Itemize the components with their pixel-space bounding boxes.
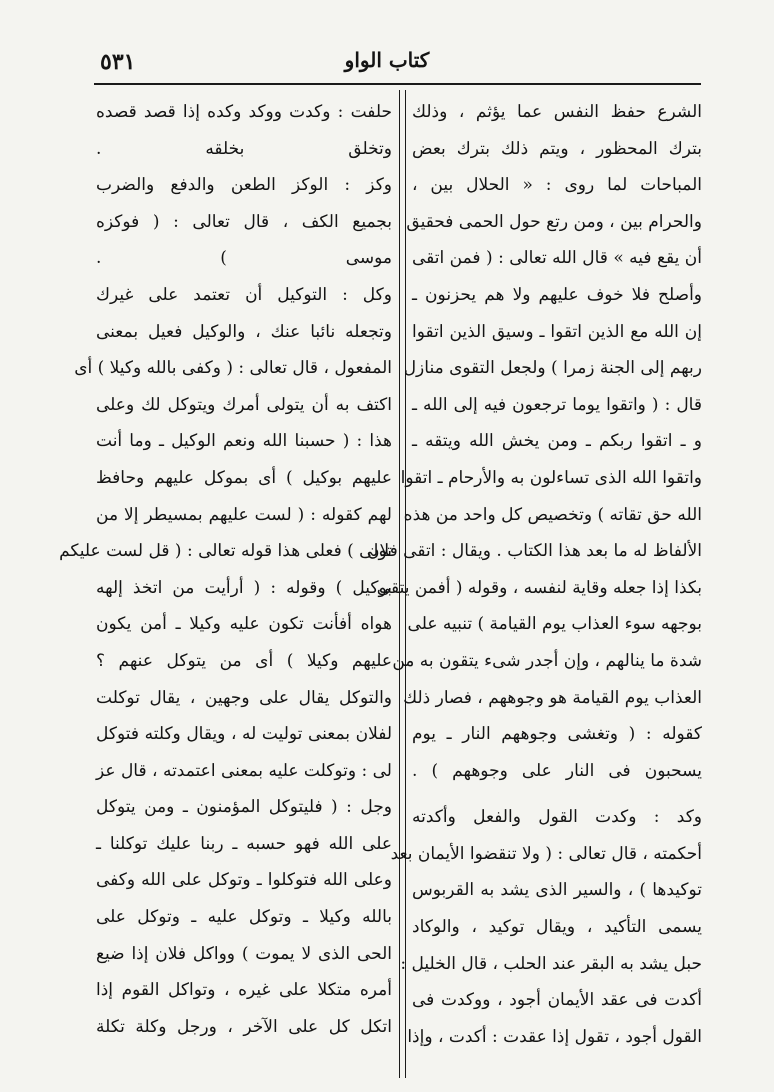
text-line: اتكل كل على الآخر ، ورجل وكلة تكلة — [96, 1016, 392, 1037]
text-line: إن الله مع الذين اتقوا ـ وسيق الذين اتقوا — [412, 321, 702, 342]
text-line: أن يقع فيه » قال الله تعالى : ( فمن اتقى — [412, 248, 702, 269]
text-line: يسحبون فى النار على وجوههم ) . — [412, 760, 702, 781]
text-line: أمره متكلا على غيره ، وتواكل القوم إذا — [96, 980, 392, 1001]
text-line: موسى ) . — [96, 248, 392, 269]
text-line: لفلان بمعنى توليت له ، ويقال وكلته فتوكل — [96, 724, 392, 745]
text-line: شدة ما ينالهم ، وإن أجدر شىء يتقون به من — [392, 650, 702, 671]
text-line: بجميع الكف ، قال تعالى : ( فوكزه — [96, 211, 392, 232]
text-line: المباحات لما روى : « الحلال بين ، — [412, 175, 702, 196]
text-line: أكدت فى عقد الأيمان أجود ، ووكدت فى — [412, 990, 702, 1011]
text-line: الحى الذى لا يموت ) وواكل فلان إذا ضيع — [96, 943, 392, 964]
text-line: عليهم وكيلا ) أى من يتوكل عنهم ؟ — [96, 650, 392, 671]
text-line: اكتف به أن يتولى أمرك ويتوكل لك وعلى — [96, 394, 392, 415]
text-line: القول أجود ، تقول إذا عقدت : أكدت ، وإذا — [407, 1026, 702, 1047]
text-line: كقوله : ( وتغشى وجوههم النار ـ يوم — [412, 724, 702, 745]
text-line: وجل : ( فليتوكل المؤمنون ـ ومن يتوكل — [96, 797, 392, 818]
text-line: الله حق تقاته ) وتخصيص كل واحد من هذه — [403, 504, 702, 525]
text-line: حبل يشد به البقر عند الحلب ، قال الخليل : — [400, 953, 702, 974]
text-line: لى : وتوكلت عليه بمعنى اعتمدته ، قال عز — [96, 760, 392, 781]
text-line: توكيدها ) ، والسير الذى يشد به القربوس — [412, 880, 702, 901]
chapter-title: كتاب الواو — [344, 48, 430, 72]
text-line: الألفاظ له ما بعد هذا الكتاب . ويقال : اتقى فلان — [367, 541, 702, 562]
header-rule — [94, 83, 701, 85]
text-line: الشرع حفظ النفس عما يؤثم ، وذلك — [412, 102, 702, 122]
text-line: قال : ( واتقوا يوما ترجعون فيه إلى الله ـ — [412, 394, 702, 415]
text-line: العذاب يوم القيامة هو وجوههم ، فصار ذلك — [403, 687, 702, 708]
text-line: وتخلق بخلقه . — [96, 138, 392, 159]
text-line: المفعول ، قال تعالى : ( وكفى بالله وكيلا ) أى — [74, 358, 392, 379]
text-line: بالله وكيلا ـ وتوكل عليه ـ وتوكل على — [96, 907, 392, 928]
text-line: والحرام بين ، ومن رتع حول الحمى فحقيق — [406, 211, 702, 232]
left-column — [59, 94, 392, 1074]
page-number: ٥٣١ — [100, 49, 136, 75]
text-line: تولى ) فعلى هذا قوله تعالى : ( قل لست عليكم — [59, 541, 392, 562]
text-line: حلفت : وكدت ووكد وكده إذا قصد قصده — [96, 102, 392, 122]
text-line: بترك المحظور ، ويتم ذلك بترك بعض — [412, 138, 702, 159]
text-line: بكذا إذا جعله وقاية لنفسه ، وقوله ( أفمن يتقى — [376, 577, 702, 598]
right-column — [367, 94, 702, 1074]
text-line: وتجعله نائبا عنك ، والوكيل فعيل بمعنى — [96, 321, 392, 342]
text-line: أحكمته ، قال تعالى : ( ولا تنقضوا الأيمان بعد — [390, 843, 702, 864]
text-line: عليهم بوكيل ) أى بموكل عليهم وحافظ — [96, 467, 392, 488]
text-line: بوجهه سوء العذاب يوم القيامة ) تنبيه على — [407, 614, 702, 635]
text-line: واتقوا الله الذى تساءلون به والأرحام ـ اتقوا — [400, 467, 702, 488]
text-line: هواه أفأنت تكون عليه وكيلا ـ أمن يكون — [96, 614, 392, 635]
text-line: بوكيل ) وقوله : ( أرأيت من اتخذ إلهه — [96, 577, 392, 598]
text-line: لهم كقوله : ( لست عليهم بمسيطر إلا من — [96, 504, 392, 525]
text-line: وأصلح فلا خوف عليهم ولا هم يحزنون ـ — [412, 284, 702, 305]
text-line: وعلى الله فتوكلوا ـ وتوكل على الله وكفى — [96, 870, 392, 891]
text-line: وكز : الوكز الطعن والدفع والضرب — [96, 175, 392, 196]
text-line: و ـ اتقوا ربكم ـ ومن يخش الله ويتقه ـ — [412, 431, 702, 452]
text-line: على الله فهو حسبه ـ ربنا عليك توكلنا ـ — [96, 833, 392, 854]
text-line: هذا : ( حسبنا الله ونعم الوكيل ـ وما أنت — [96, 431, 392, 452]
text-line: وكد : وكدت القول والفعل وأكدته — [412, 807, 702, 828]
text-line: والتوكل يقال على وجهين ، يقال توكلت — [96, 687, 392, 708]
text-line: يسمى التأكيد ، ويقال توكيد ، والوكاد — [412, 917, 702, 938]
text-line: ربهم إلى الجنة زمرا ) ولجعل التقوى منازل — [403, 358, 702, 379]
text-line — [412, 789, 702, 799]
text-line: وكل : التوكيل أن تعتمد على غيرك — [96, 284, 392, 305]
